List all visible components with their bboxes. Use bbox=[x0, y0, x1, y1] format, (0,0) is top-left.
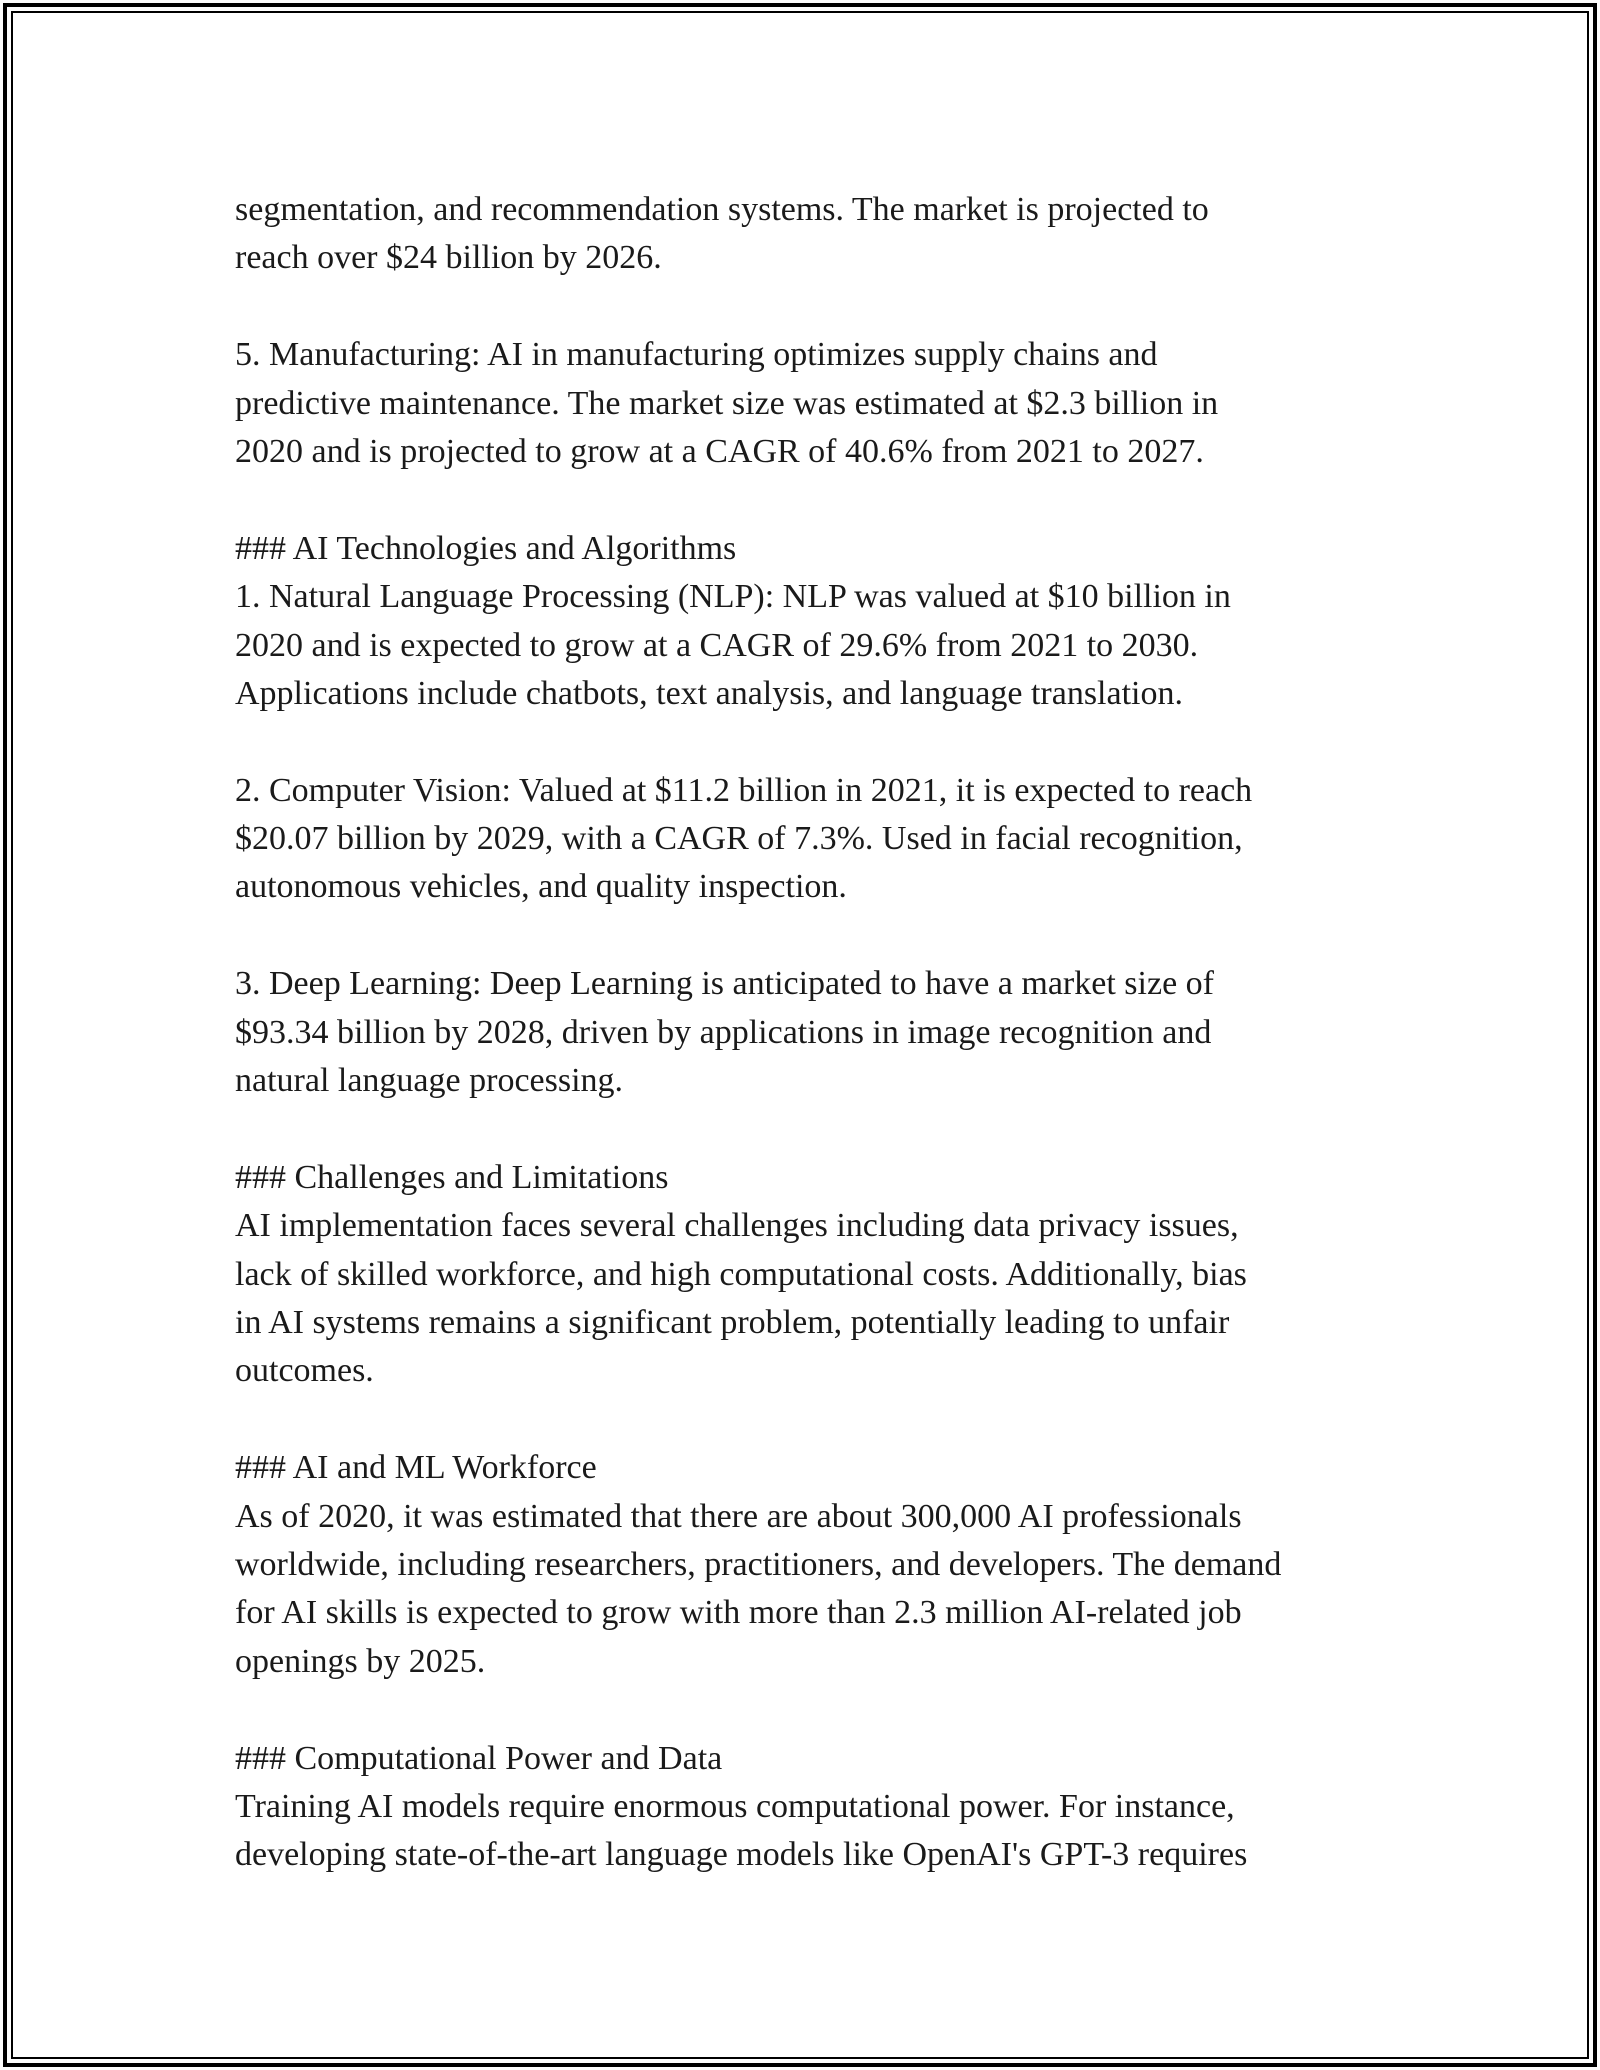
challenges-section bbox=[235, 1154, 1415, 1396]
computer-vision-paragraph bbox=[235, 767, 1415, 912]
text-line: predictive maintenance. The market size was estimated at $2.3 billion in bbox=[235, 384, 1219, 422]
text-line: Training AI models require enormous computational power. For instance, bbox=[235, 1787, 1235, 1825]
text-line: AI implementation faces several challenges including data privacy issues, bbox=[235, 1207, 1239, 1245]
manufacturing-paragraph bbox=[235, 331, 1415, 476]
deep-learning-paragraph bbox=[235, 960, 1415, 1105]
text-line: in AI systems remains a significant problem, potentially leading to unfair bbox=[235, 1303, 1230, 1341]
text-line: autonomous vehicles, and quality inspection. bbox=[235, 868, 847, 906]
text-line: for AI skills is expected to grow with more than 2.3 million AI-related job bbox=[235, 1594, 1242, 1632]
text-line: openings by 2025. bbox=[235, 1642, 486, 1680]
text-line: As of 2020, it was estimated that there are about 300,000 AI professionals bbox=[235, 1497, 1242, 1535]
text-line: developing state-of-the-art language models like OpenAI's GPT-3 requires bbox=[235, 1836, 1248, 1874]
paragraph-gap bbox=[235, 1105, 1415, 1153]
text-line: reach over $24 billion by 2026. bbox=[235, 239, 662, 277]
text-line: 5. Manufacturing: AI in manufacturing optimizes supply chains and bbox=[235, 336, 1158, 374]
computational-power-section bbox=[235, 1735, 1415, 1880]
text-line: natural language processing. bbox=[235, 1062, 624, 1100]
text-line: $93.34 billion by 2028, driven by applications in image recognition and bbox=[235, 1013, 1212, 1051]
text-line: Applications include chatbots, text analysis, and language translation. bbox=[235, 674, 1183, 712]
document-body bbox=[235, 186, 1415, 1880]
text-line: 2020 and is projected to grow at a CAGR of 40.6% from 2021 to 2027. bbox=[235, 432, 1204, 470]
text-line: 1. Natural Language Processing (NLP): NLP was valued at $10 billion in bbox=[235, 578, 1231, 616]
text-line: 2. Computer Vision: Valued at $11.2 billion in 2021, it is expected to reach bbox=[235, 771, 1253, 809]
text-line: $20.07 billion by 2029, with a CAGR of 7.3%. Used in facial recognition, bbox=[235, 820, 1243, 858]
retail-paragraph-continued bbox=[235, 186, 1415, 283]
paragraph-gap bbox=[235, 912, 1415, 960]
ai-technologies-section bbox=[235, 525, 1415, 719]
text-line: 2020 and is expected to grow at a CAGR of 29.6% from 2021 to 2030. bbox=[235, 626, 1199, 664]
text-line: 3. Deep Learning: Deep Learning is anticipated to have a market size of bbox=[235, 965, 1214, 1003]
paragraph-gap bbox=[235, 718, 1415, 766]
workforce-section bbox=[235, 1444, 1415, 1686]
paragraph-gap bbox=[235, 476, 1415, 524]
text-line: segmentation, and recommendation systems. The market is projected to bbox=[235, 191, 1209, 228]
paragraph-gap bbox=[235, 283, 1415, 331]
paragraph-gap bbox=[235, 1396, 1415, 1444]
section-heading: ### Computational Power and Data bbox=[235, 1739, 723, 1777]
section-heading: ### AI and ML Workforce bbox=[235, 1449, 597, 1487]
paragraph-gap bbox=[235, 1686, 1415, 1734]
section-heading: ### AI Technologies and Algorithms bbox=[235, 529, 737, 567]
text-line: outcomes. bbox=[235, 1352, 374, 1390]
section-heading: ### Challenges and Limitations bbox=[235, 1158, 669, 1196]
text-line: worldwide, including researchers, practitioners, and developers. The demand bbox=[235, 1545, 1282, 1583]
text-line: lack of skilled workforce, and high computational costs. Additionally, bias bbox=[235, 1255, 1247, 1293]
